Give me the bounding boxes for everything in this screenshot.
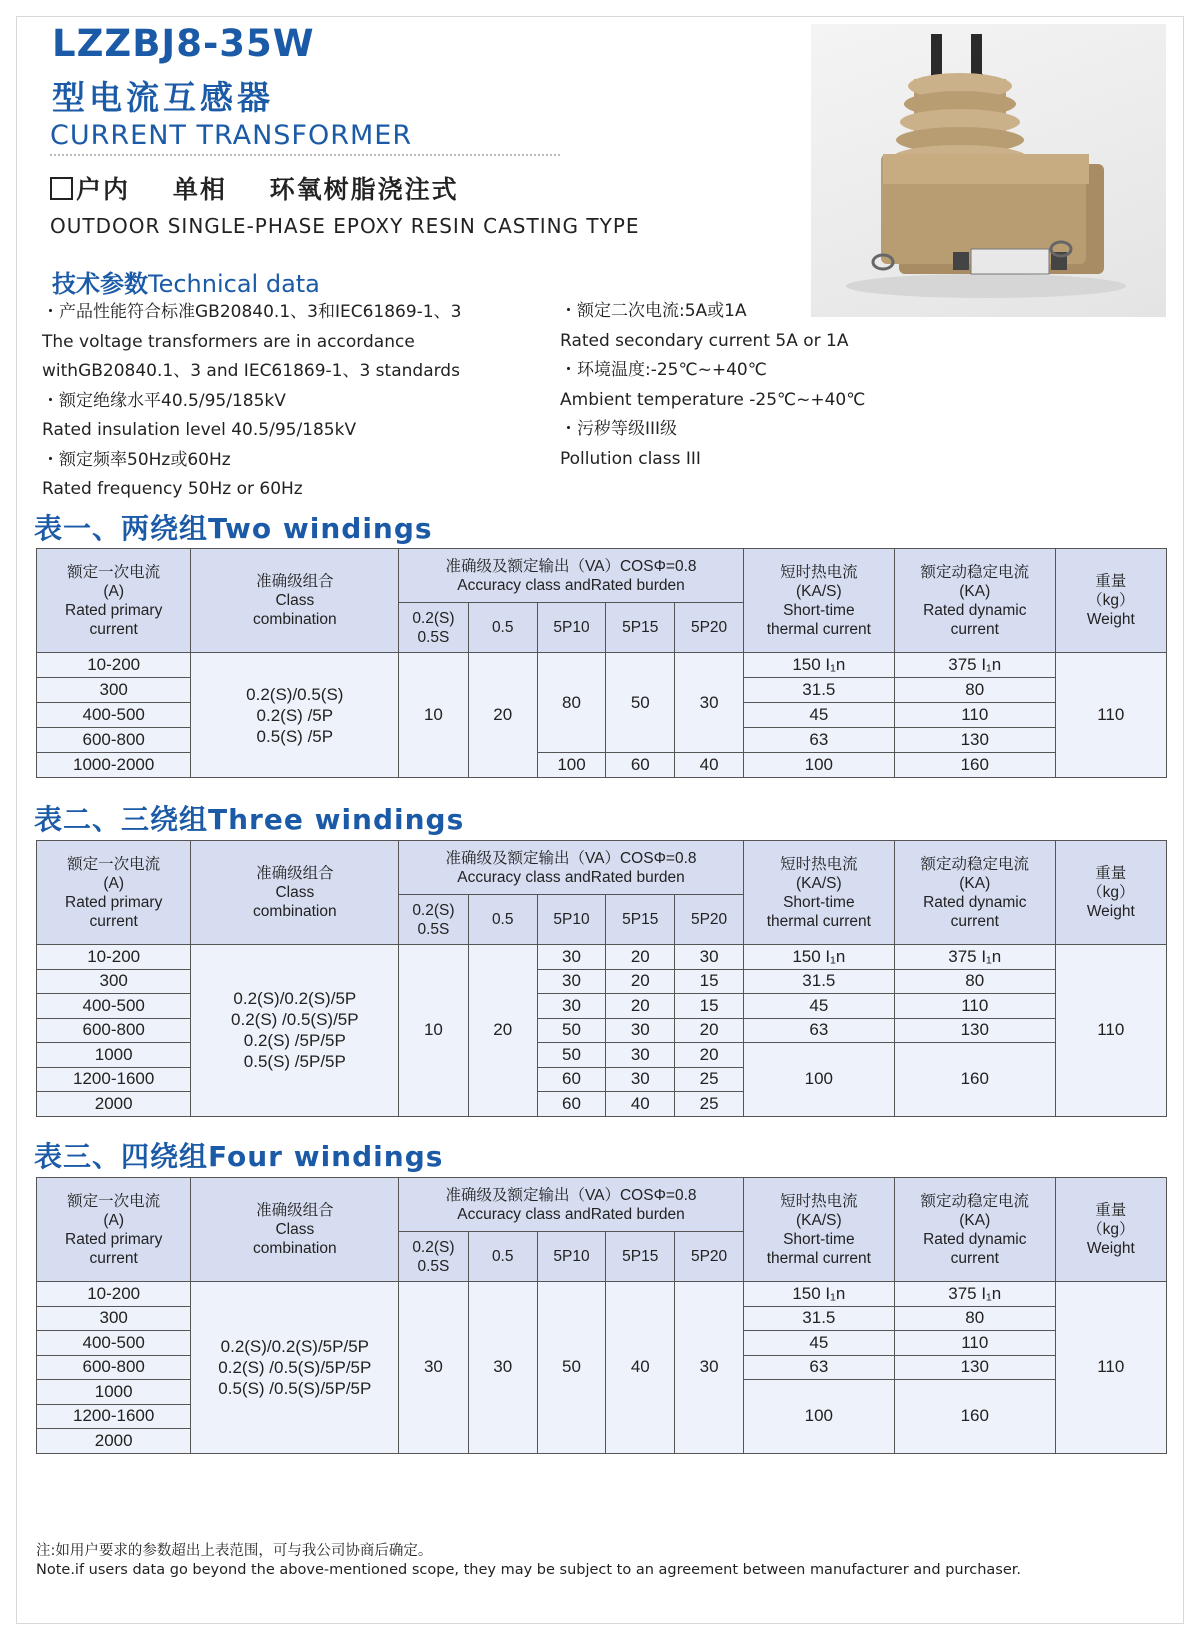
cell-5p10: 30 [537,994,605,1019]
cell-5p10: 50 [537,1018,605,1043]
cell-5p20: 25 [675,1067,743,1092]
header-class-05: 0.5 [468,1232,537,1282]
cell-5p10: 30 [537,969,605,994]
header-class-5p20: 5P20 [675,1232,743,1282]
cell-primary-current: 1200-1600 [37,1404,191,1429]
header-class-5p20: 5P20 [675,895,743,945]
cell-5p10: 30 [537,945,605,970]
cell-dynamic: 80 [894,969,1055,994]
cell-5p15: 60 [606,753,675,778]
cell-primary-current: 2000 [37,1092,191,1117]
cell-5p15: 30 [606,1067,675,1092]
cell-primary-current: 400-500 [37,703,191,728]
cell-primary-current: 300 [37,1306,191,1331]
cell-primary-current: 400-500 [37,994,191,1019]
spec-line: ・额定绝缘水平40.5/95/185kV [42,390,286,411]
spec-line: withGB20840.1、3 and IEC61869-1、3 standards [42,361,460,381]
cell-5p20: 30 [675,945,743,970]
cell-02s: 30 [399,1282,468,1454]
cell-5p10: 100 [537,753,605,778]
header-class-combination: 准确级组合 Class combination [191,1178,399,1282]
cell-05: 20 [468,653,537,778]
cell-primary-current: 600-800 [37,728,191,753]
spec-line: ・额定二次电流:5A或1A [560,301,747,321]
cell-thermal: 63 [743,728,894,753]
cell-weight: 110 [1055,1282,1166,1454]
cell-dynamic: 375 I₁n [894,945,1055,970]
spec-line: ・产品性能符合标准GB20840.1、3和IEC61869-1、3 [42,302,462,322]
cell-thermal: 45 [743,994,894,1019]
header-dynamic-current: 额定动稳定电流 (KA) Rated dynamic current [894,1178,1055,1282]
title-english: CURRENT TRANSFORMER [50,120,413,151]
cell-thermal: 100 [743,1043,894,1117]
header-dynamic-current: 额定动稳定电流 (KA) Rated dynamic current [894,841,1055,945]
cell-primary-current: 600-800 [37,1018,191,1043]
cell-primary-current: 1000 [37,1380,191,1405]
cell-dynamic: 375 I₁n [894,1282,1055,1307]
header-class-05: 0.5 [468,895,537,945]
header-class-05: 0.5 [468,603,537,653]
cell-primary-current: 2000 [37,1429,191,1454]
cell-thermal: 31.5 [743,969,894,994]
cell-thermal: 45 [743,703,894,728]
cell-5p20: 40 [675,753,743,778]
footnote [36,1542,1021,1580]
table3-title: 表三、四绕组Four windings [34,1140,444,1173]
header-class-5p15: 5P15 [606,603,675,653]
header-class-5p15: 5P15 [606,895,675,945]
cell-dynamic: 375 I₁n [894,653,1055,678]
spec-line: Rated frequency 50Hz or 60Hz [42,479,303,499]
cell-dynamic: 160 [894,1380,1055,1454]
cell-thermal: 100 [743,1380,894,1454]
table-four-windings [36,1177,1167,1454]
cell-weight: 110 [1055,945,1166,1117]
cell-dynamic: 110 [894,1331,1055,1356]
header-thermal-current: 短时热电流 (KA/S) Short-time thermal current [743,549,894,653]
checkbox-icon [50,177,73,200]
spec-line: The voltage transformers are in accordance [42,331,415,352]
header-class-5p20: 5P20 [675,603,743,653]
cell-5p10: 50 [537,1282,605,1454]
cell-5p20: 30 [675,653,743,753]
cell-05: 30 [468,1282,537,1454]
header-class-5p10: 5P10 [537,603,605,653]
cell-thermal: 31.5 [743,678,894,703]
header-thermal-current: 短时热电流 (KA/S) Short-time thermal current [743,841,894,945]
header-primary-current: 额定一次电流 (A) Rated primary current [37,1178,191,1282]
cell-dynamic: 130 [894,728,1055,753]
cell-dynamic: 110 [894,703,1055,728]
cell-dynamic: 130 [894,1018,1055,1043]
cell-5p20: 25 [675,1092,743,1117]
cell-thermal: 31.5 [743,1306,894,1331]
cell-dynamic: 160 [894,753,1055,778]
cell-primary-current: 10-200 [37,1282,191,1307]
header-weight: 重量 （kg） Weight [1055,841,1166,945]
header-thermal-current: 短时热电流 (KA/S) Short-time thermal current [743,1178,894,1282]
spec-list-left [42,298,461,505]
cell-thermal: 63 [743,1355,894,1380]
header-dynamic-current: 额定动稳定电流 (KA) Rated dynamic current [894,549,1055,653]
cell-5p15: 20 [606,945,675,970]
spec-line: ・环境温度:-25℃~+40℃ [560,360,767,380]
cell-05: 20 [468,945,537,1117]
cell-5p20: 20 [675,1018,743,1043]
header-weight: 重量 （kg） Weight [1055,1178,1166,1282]
header-class-5p10: 5P10 [537,895,605,945]
cell-primary-current: 1000-2000 [37,753,191,778]
cell-class-combination: 0.2(S)/0.2(S)/5P 0.2(S) /0.5(S)/5P 0.2(S) /5P/5P 0.5(S) /5P/5P [191,945,399,1117]
spec-line: ・额定频率50Hz或60Hz [42,449,231,470]
divider [50,154,560,156]
header-weight: 重量 （kg） Weight [1055,549,1166,653]
cell-primary-current: 400-500 [37,1331,191,1356]
table1-title: 表一、两绕组Two windings [34,512,433,545]
cell-5p15: 20 [606,969,675,994]
cell-thermal: 150 I₁n [743,1282,894,1307]
header-class-02s: 0.2(S) 0.5S [399,895,468,945]
cell-thermal: 150 I₁n [743,653,894,678]
cell-dynamic: 110 [894,994,1055,1019]
header-class-5p10: 5P10 [537,1232,605,1282]
cell-5p15: 40 [606,1282,675,1454]
cell-primary-current: 600-800 [37,1355,191,1380]
header-primary-current: 额定一次电流 (A) Rated primary current [37,549,191,653]
table-two-windings [36,548,1167,778]
cell-thermal: 100 [743,753,894,778]
cell-primary-current: 300 [37,678,191,703]
cell-5p15: 40 [606,1092,675,1117]
cell-02s: 10 [399,653,468,778]
cell-5p15: 30 [606,1018,675,1043]
cell-thermal: 150 I₁n [743,945,894,970]
product-photo [811,24,1166,317]
spec-line: Pollution class III [560,448,701,469]
cell-5p15: 50 [606,653,675,753]
header-accuracy-burden: 准确级及额定输出（VA）COSΦ=0.8 Accuracy class andRated burden [399,549,743,603]
cell-dynamic: 160 [894,1043,1055,1117]
cell-dynamic: 130 [894,1355,1055,1380]
cell-dynamic: 80 [894,678,1055,703]
spec-line: Rated insulation level 40.5/95/185kV [42,420,357,440]
header-class-combination: 准确级组合 Class combination [191,841,399,945]
cell-02s: 10 [399,945,468,1117]
subtitle-english: OUTDOOR SINGLE-PHASE EPOXY RESIN CASTING TYPE [50,214,640,238]
header-class-02s: 0.2(S) 0.5S [399,1232,468,1282]
cell-5p20: 30 [675,1282,743,1454]
cell-5p10: 80 [537,653,605,753]
current-transformer-illustration [811,24,1166,317]
cell-primary-current: 300 [37,969,191,994]
cell-5p10: 60 [537,1067,605,1092]
table2-title: 表二、三绕组Three windings [34,803,465,836]
spec-list-right [560,297,865,474]
cell-5p20: 15 [675,969,743,994]
header-class-combination: 准确级组合 Class combination [191,549,399,653]
header-primary-current: 额定一次电流 (A) Rated primary current [37,841,191,945]
spec-line: Rated secondary current 5A or 1A [560,330,849,351]
header-class-02s: 0.2(S) 0.5S [399,603,468,653]
header-class-5p15: 5P15 [606,1232,675,1282]
cell-weight: 110 [1055,653,1166,778]
cell-5p20: 15 [675,994,743,1019]
cell-primary-current: 1000 [37,1043,191,1068]
header-accuracy-burden: 准确级及额定输出（VA）COSΦ=0.8 Accuracy class andRated burden [399,1178,743,1232]
cell-5p10: 50 [537,1043,605,1068]
cell-class-combination: 0.2(S)/0.5(S) 0.2(S) /5P 0.5(S) /5P [191,653,399,778]
spec-line: ・污秽等级III级 [560,419,678,439]
title-chinese: 型电流互感器 [52,78,274,117]
cell-class-combination: 0.2(S)/0.2(S)/5P/5P 0.2(S) /0.5(S)/5P/5P 0.5(S) /0.5(S)/5P/5P [191,1282,399,1454]
model-number: LZZBJ8-35W [52,22,315,65]
cell-primary-current: 1200-1600 [37,1067,191,1092]
cell-5p15: 20 [606,994,675,1019]
subtitle-chinese: 户内 单相 环氧树脂浇注式 [50,170,459,206]
cell-5p20: 20 [675,1043,743,1068]
header-accuracy-burden: 准确级及额定输出（VA）COSΦ=0.8 Accuracy class andRated burden [399,841,743,895]
cell-primary-current: 10-200 [37,945,191,970]
cell-thermal: 45 [743,1331,894,1356]
cell-5p15: 30 [606,1043,675,1068]
cell-5p10: 60 [537,1092,605,1117]
table-three-windings [36,840,1167,1117]
cell-primary-current: 10-200 [37,653,191,678]
spec-line: Ambient temperature -25℃~+40℃ [560,389,866,410]
cell-dynamic: 80 [894,1306,1055,1331]
footnote-english: Note.if users data go beyond the above-mentioned scope, they may be subject to an agreement between manufacturer and purchaser. [36,1562,1021,1578]
cell-thermal: 63 [743,1018,894,1043]
footnote-chinese: 注:如用户要求的参数超出上表范围，可与我公司协商后确定。 [36,1543,433,1559]
technical-data-title: 技术参数Technical data [52,270,320,298]
